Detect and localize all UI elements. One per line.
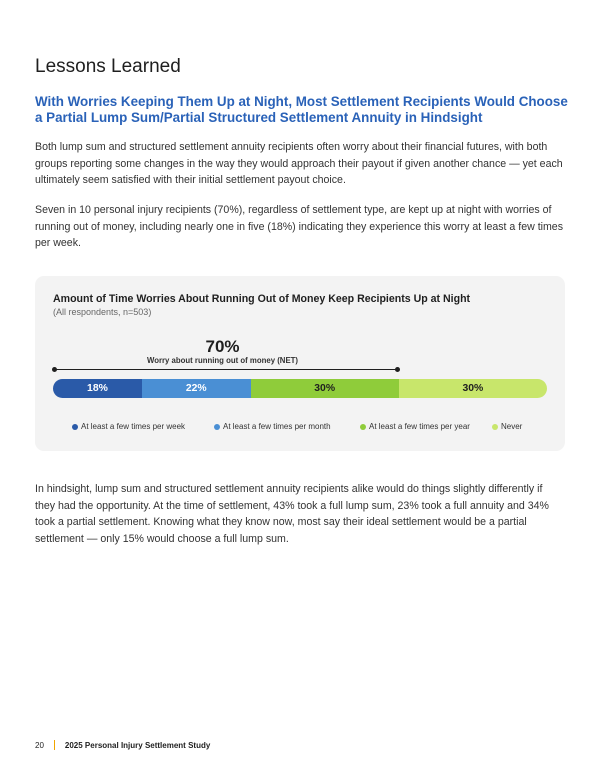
chart-legend [72, 422, 562, 434]
legend-dot [214, 424, 220, 430]
legend-label: At least a few times per month [223, 422, 331, 431]
body-paragraph-1: Both lump sum and structured settlement annuity recipients often worry about their financial futures, with both groups reporting some changes in the way they would approach their payout if given another chance — yet each ultimately seem satisfied with their initial settlement payout choice. [35, 141, 563, 186]
bar-segment-3 [251, 379, 399, 398]
net-label: Worry about running out of money (NET) [146, 356, 298, 365]
footer-divider [54, 740, 55, 750]
bar-segment-label: 30% [314, 383, 336, 394]
legend-dot [360, 424, 366, 430]
legend-item [72, 422, 185, 431]
legend-dot [492, 424, 498, 430]
legend-item [214, 422, 331, 431]
legend-label: At least a few times per year [369, 422, 470, 431]
legend-dot [72, 424, 78, 430]
net-bracket-line [54, 369, 398, 370]
bar-segment-label: 18% [87, 383, 108, 394]
legend-item [360, 422, 470, 431]
body-paragraph-3: In hindsight, lump sum and structured settlement annuity recipients alike would do things slightly differently if they had the opportunity. At the time of settlement, 43% took a full lump sum, 23% took a full annuity and 34% took a partial settlement. Knowing what they know now, most say their ideal settlement would be a partial settlement — only 15% would choose a full lump sum. [35, 483, 549, 545]
page-number: 20 [35, 740, 44, 750]
headline: With Worries Keeping Them Up at Night, Most Settlement Recipients Would Choose a Partial Lump Sum/Partial Structured Settlement Annuity in Hindsight [35, 94, 568, 125]
bar-segment-label: 22% [185, 383, 207, 394]
bar-segment-2 [142, 379, 251, 398]
body-paragraph-2: Seven in 10 personal injury recipients (70%), regardless of settlement type, are kept up at night with worries of running out of money, including nearly one in five (18%) indicating they experience this worry at least a few times per week. [35, 204, 564, 249]
section-title: Lessons Learned [35, 56, 181, 77]
bar-segment-1 [53, 379, 142, 398]
chart-title: Amount of Time Worries About Running Out of Money Keep Recipients Up at Night [53, 293, 471, 305]
legend-item [492, 422, 522, 431]
footer-title: 2025 Personal Injury Settlement Study [64, 740, 211, 750]
chart-subtitle: (All respondents, n=503) [53, 307, 152, 317]
legend-label: Never [501, 422, 523, 431]
page-footer [35, 740, 210, 750]
bar-segment-4 [399, 379, 547, 398]
legend-label: At least a few times per week [81, 422, 186, 431]
net-value: 70% [205, 337, 240, 356]
chart-card [35, 276, 565, 451]
stacked-bar [53, 379, 547, 398]
bar-segment-label: 30% [462, 383, 484, 394]
